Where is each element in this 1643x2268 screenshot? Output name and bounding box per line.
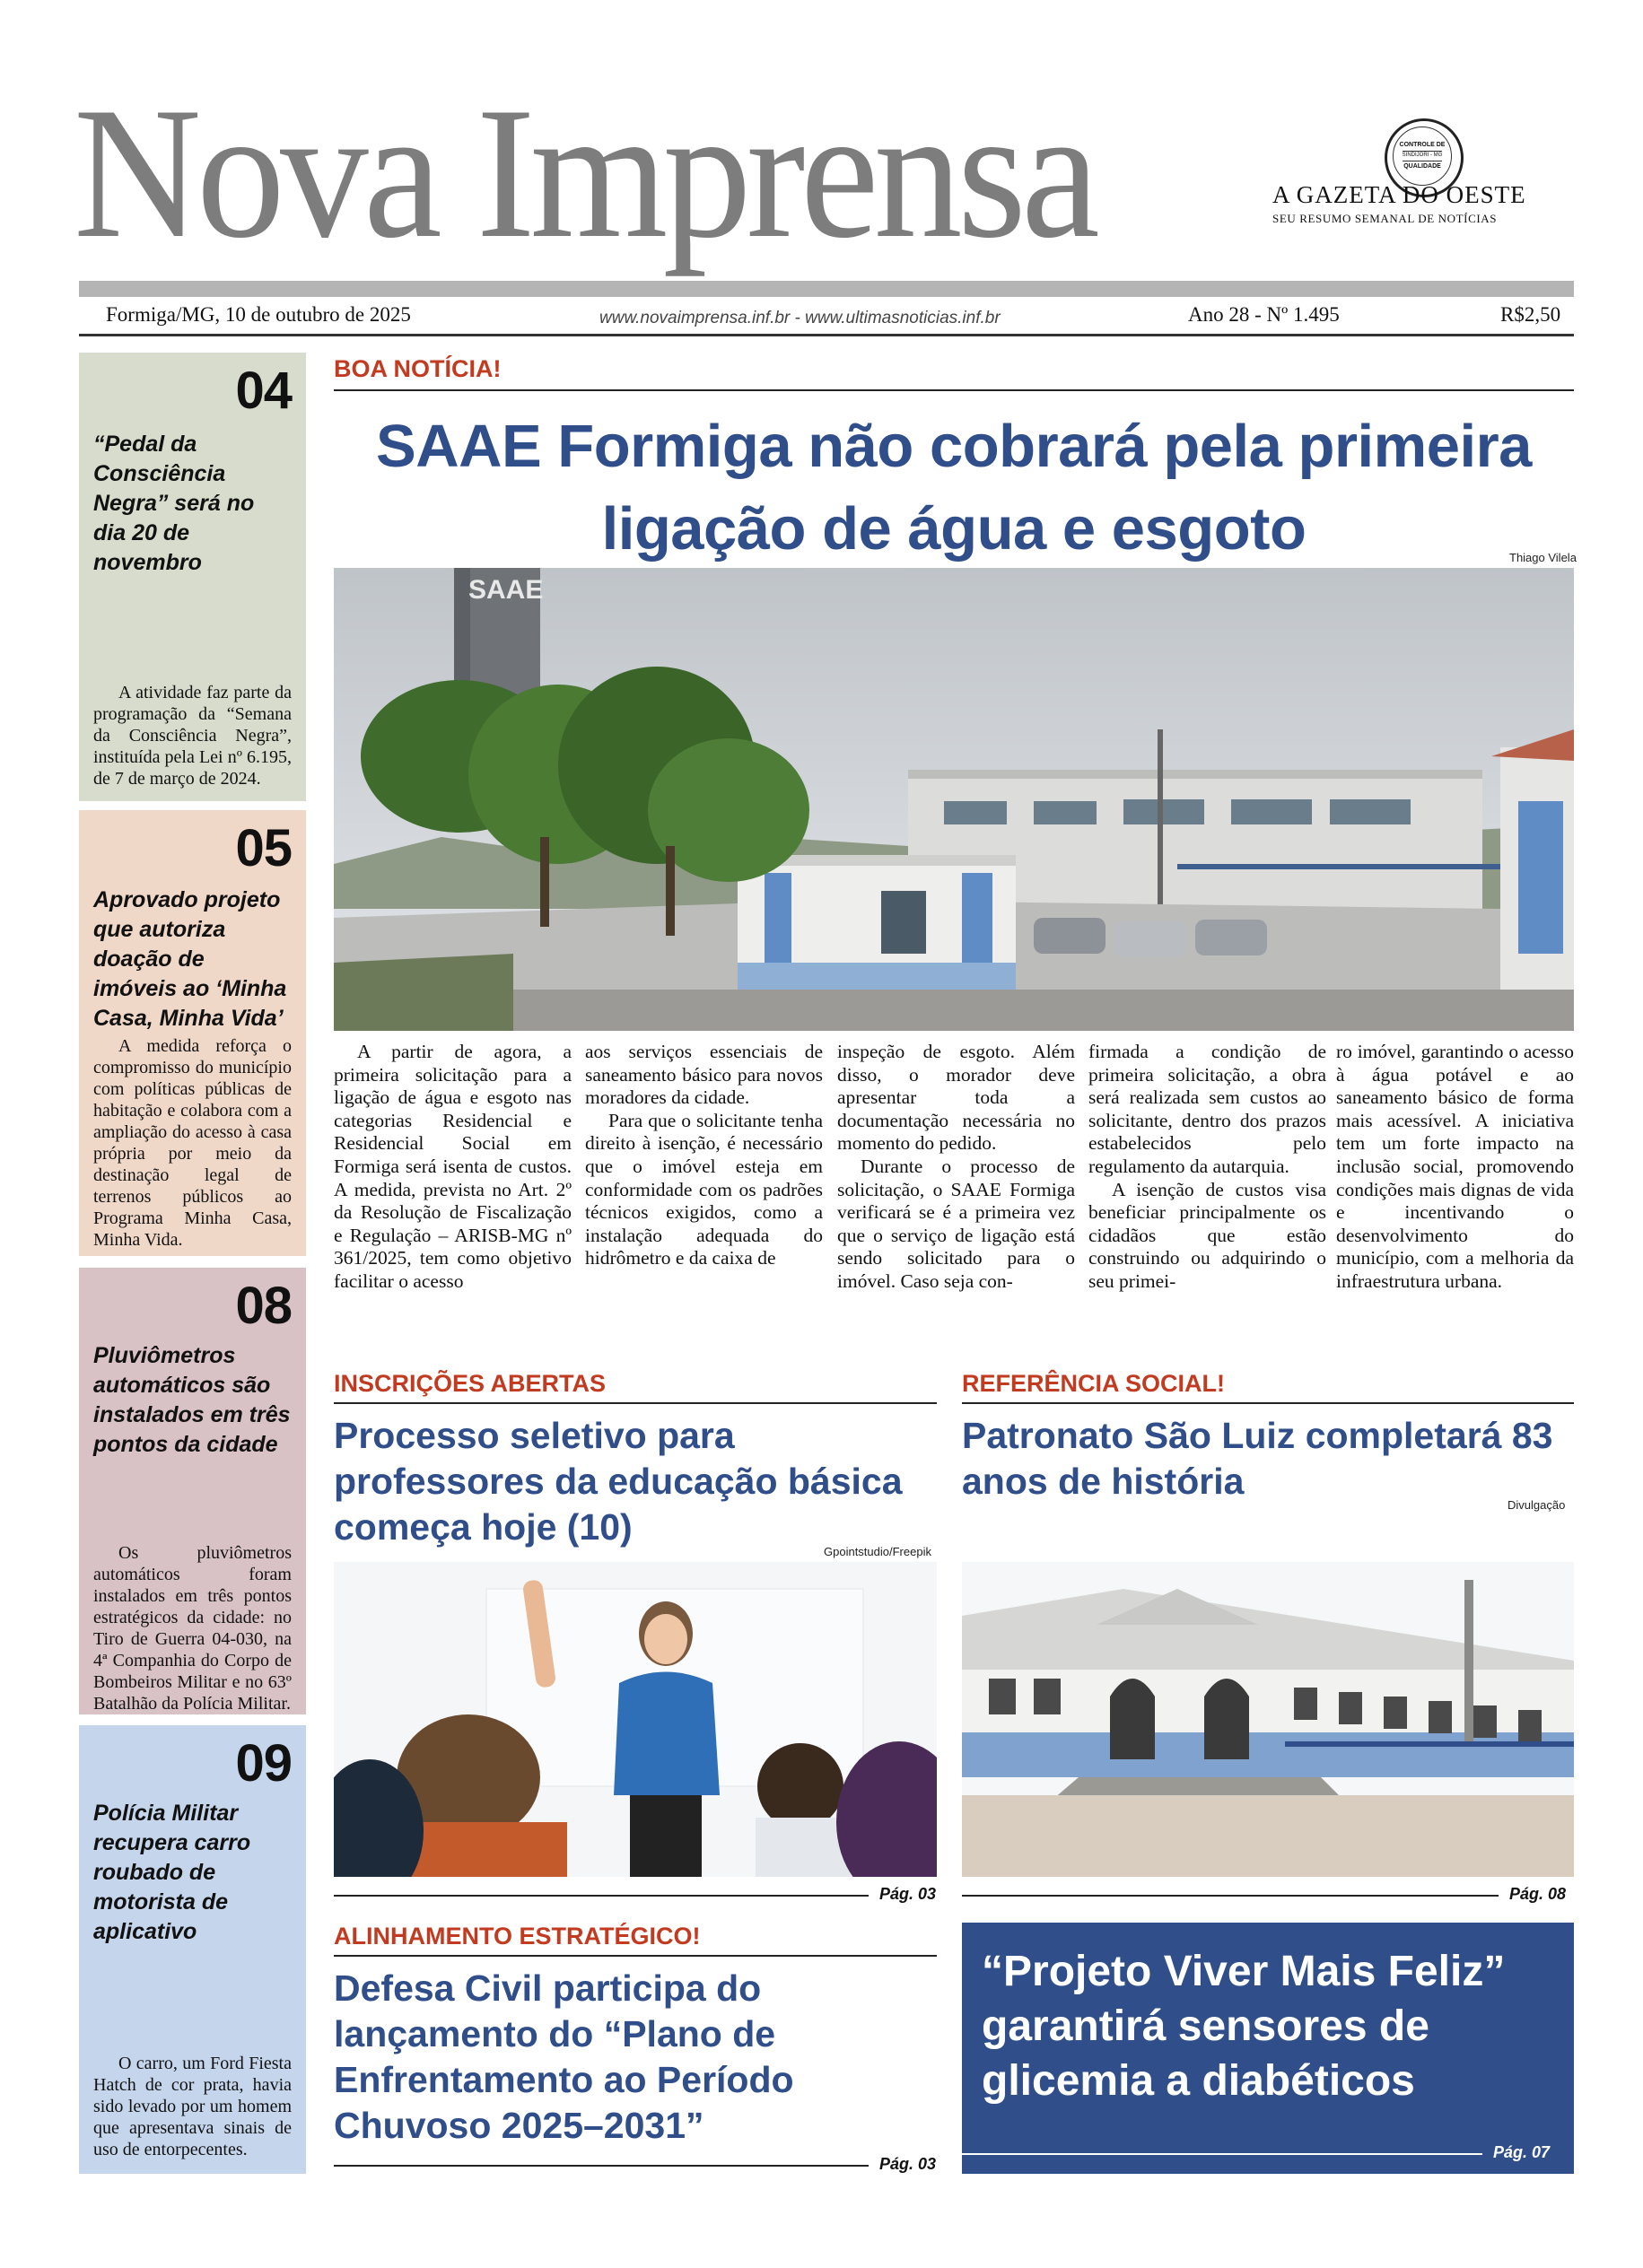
sidebar-page-number: 09 <box>235 1734 292 1793</box>
sidebar-headline[interactable]: “Pedal da Consciência Negra” será no dia 20 de novembro <box>93 432 255 575</box>
viver-page-ref[interactable]: Pág. 07 <box>1493 2143 1551 2161</box>
main-article-col-3 <box>837 1041 1075 1294</box>
inscricoes-kicker: INSCRIÇÕES ABERTAS <box>334 1370 607 1397</box>
main-photo-credit: Thiago Vilela <box>1509 551 1577 564</box>
seal-text-mid: SINDIJORI - MG <box>1403 151 1443 161</box>
viver-feature-box[interactable] <box>962 1923 1574 2174</box>
main-article-col-4 <box>1088 1041 1326 1294</box>
defesa-headline[interactable]: Defesa Civil participa do lançamento do “Plano de Enfrentamento ao Período Chuvoso 2025–2031” <box>334 1967 794 2146</box>
patronato-rule <box>962 1895 1499 1897</box>
masthead-bar <box>79 281 1574 297</box>
viver-rule <box>962 2153 1482 2155</box>
main-article-para: A partir de agora, a primeira solicitação para a ligação de água e esgoto nas categorias Residencial e Residencial Social em Formiga será isenta de custos. A medida, prevista no Art. 2º da Resolução de Fiscalização e Regulação – ARISB-MG nº 361/2025, tem como objetivo facilitar o acesso <box>334 1041 572 1292</box>
main-headline-line2: ligação de água e esgoto <box>601 495 1307 563</box>
inscricoes-photo-credit: Gpointstudio/Freepik <box>824 1545 931 1558</box>
defesa-rule <box>334 2165 869 2167</box>
main-photo <box>334 568 1574 1031</box>
patronato-kicker: REFERÊNCIA SOCIAL! <box>962 1370 1226 1397</box>
defesa-kicker-rule <box>334 1955 937 1957</box>
main-headline-line1: SAAE Formiga não cobrará pela primeira <box>376 413 1532 480</box>
patronato-photo <box>962 1562 1574 1877</box>
newspaper-title: Nova Imprensa <box>74 69 1096 277</box>
resumo-tagline: SEU RESUMO SEMANAL DE NOTÍCIAS <box>1272 212 1498 225</box>
sidebar-box-08[interactable] <box>79 1268 306 1714</box>
main-article-para: inspeção de esgoto. Além disso, o morador deve apresentar toda a documentação necessária no momento do pedido. <box>837 1041 1075 1155</box>
main-article-para: Durante o processo de solicitação, o SAAE Formiga verificará se é a primeira vez que o serviço de ligação está sendo solicitado para o imóvel. Caso seja con- <box>837 1155 1075 1292</box>
main-kicker: BOA NOTÍCIA! <box>334 355 502 382</box>
inscricoes-page-ref[interactable]: Pág. 03 <box>879 1885 937 1903</box>
inscricoes-rule <box>334 1895 869 1897</box>
main-article-para: aos serviços essenciais de saneamento básico para novos moradores da cidade. <box>585 1041 823 1109</box>
sidebar-box-09[interactable] <box>79 1725 306 2174</box>
patronato-page-ref[interactable]: Pág. 08 <box>1509 1885 1567 1903</box>
sidebar-box-05[interactable] <box>79 810 306 1256</box>
tower-sign: SAAE <box>468 575 544 605</box>
gazeta-subtitle: A GAZETA DO OESTE <box>1272 181 1526 208</box>
sidebar-headline[interactable]: Aprovado projeto que autoriza doação de imóveis ao ‘Minha Casa, Minha Vida’ <box>93 887 287 1031</box>
sidebar-summary: A medida reforça o compromisso do município com políticas públicas de habitação e colabora com a ampliação do acesso à casa própria por meio da destinação legal de terrenos públicos ao Programa Minha Casa, Minha Vida. <box>93 1036 292 1250</box>
seal-text-bottom: QUALIDADE <box>1403 162 1441 170</box>
main-article-para: firmada a condição de primeira solicitação, a obra será realizada sem custos ao solicitante, dentro dos prazos estabelecidos pelo regulamento da autarquia. <box>1088 1041 1326 1177</box>
masthead-rule <box>79 334 1574 336</box>
seal-text-top: CONTROLE DE <box>1399 142 1446 149</box>
sidebar-summary: A atividade faz parte da programação da “Semana da Consciência Negra”, instituída pela Lei nº 6.195, de 7 de março de 2024. <box>93 683 292 789</box>
dateline: Formiga/MG, 10 de outubro de 2025 <box>106 303 411 326</box>
sidebar-headline[interactable]: Pluviômetros automáticos são instalados em três pontos da cidade <box>93 1343 291 1457</box>
sidebar-box-04[interactable] <box>79 353 306 801</box>
sidebar-page-number: 08 <box>235 1277 292 1335</box>
edition-number: Ano 28 - Nº 1.495 <box>1188 303 1340 326</box>
defesa-kicker: ALINHAMENTO ESTRATÉGICO! <box>334 1923 701 1950</box>
viver-headline[interactable]: “Projeto Viver Mais Feliz” garantirá sensores de glicemia a diabéticos <box>982 1948 1506 2105</box>
main-headline[interactable] <box>334 406 1574 571</box>
main-article-para: A isenção de custos visa beneficiar principalmente os cidadãos que estão construindo ou adquirindo o seu primei- <box>1088 1178 1326 1292</box>
sidebar-summary: O carro, um Ford Fiesta Hatch de cor prata, havia sido levado por um homem que apresentava sinais de uso de entorpecentes. <box>93 2054 292 2159</box>
classroom-photo <box>334 1562 937 1877</box>
patronato-headline[interactable]: Patronato São Luiz completará 83 anos de história <box>962 1415 1553 1502</box>
inscricoes-kicker-rule <box>334 1402 937 1404</box>
main-article-col-5 <box>1336 1041 1574 1294</box>
sidebar-page-number: 05 <box>235 819 292 877</box>
sidebar-page-number: 04 <box>235 362 292 420</box>
patronato-photo-credit: Divulgação <box>1508 1498 1566 1512</box>
price: R$2,50 <box>1500 303 1561 326</box>
inscricoes-headline[interactable]: Processo seletivo para professores da educação básica começa hoje (10) <box>334 1415 903 1548</box>
main-article-col-1 <box>334 1041 572 1294</box>
sidebar-headline[interactable]: Polícia Militar recupera carro roubado de motorista de aplicativo <box>93 1801 251 1944</box>
defesa-page-ref[interactable]: Pág. 03 <box>879 2155 937 2173</box>
main-article-col-2 <box>585 1041 823 1270</box>
sidebar-summary: Os pluviômetros automáticos foram instalados em três pontos estratégicos da cidade: no Tiro de Guerra 04-030, na 4ª Companhia do Corpo de Bombeiros Militar e no 63º Batalhão da Polícia Militar. <box>93 1543 292 1714</box>
website-links[interactable]: www.novaimprensa.inf.br - www.ultimasnoticias.inf.br <box>599 309 1001 327</box>
main-article-para: ro imóvel, garantindo o acesso à água potável e ao saneamento básico de forma mais acessível. A iniciativa tem um forte impacto na inclusão social, promovendo condições mais dignas de vida e incentivando o desenvolvimento do município, com a melhoria da infraestrutura urbana. <box>1336 1041 1574 1292</box>
main-article-para: Para que o solicitante tenha direito à isenção, é necessário que o imóvel esteja em conformidade com os padrões técnicos exigidos, como a instalação adequada do hidrômetro e da caixa de <box>585 1109 823 1269</box>
patronato-kicker-rule <box>962 1402 1574 1404</box>
main-kicker-rule <box>334 389 1574 391</box>
